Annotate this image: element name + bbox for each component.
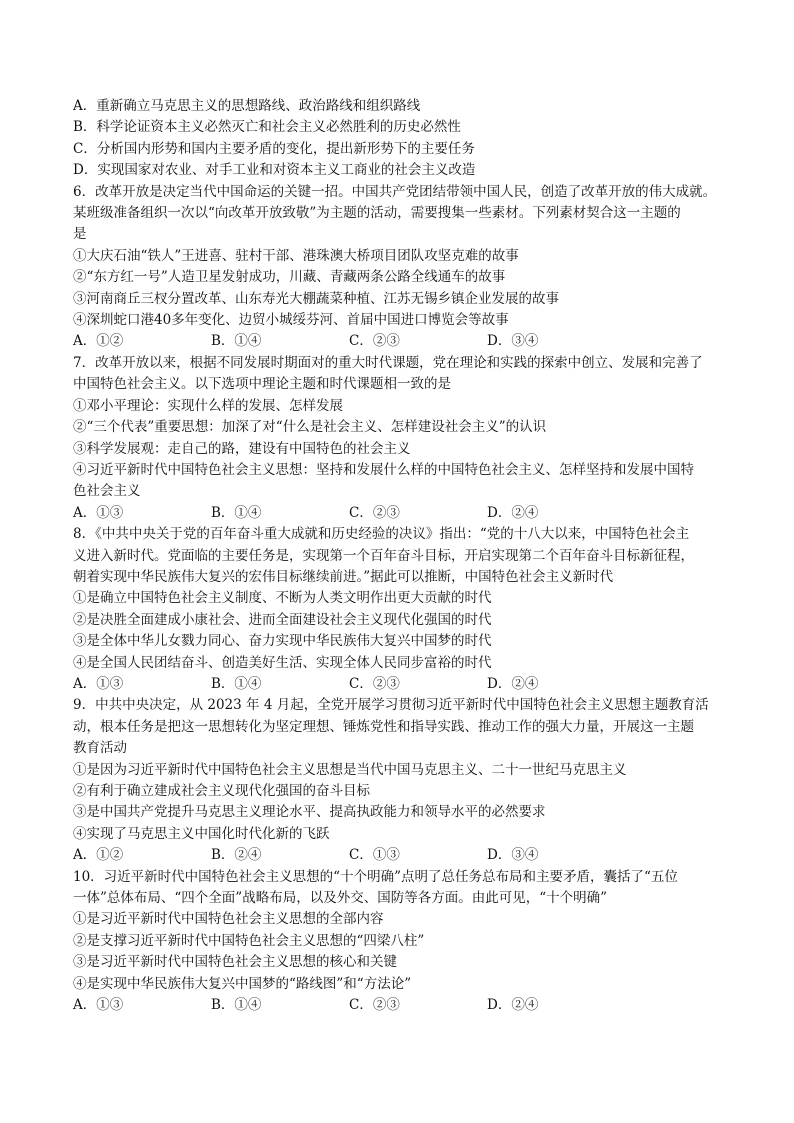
statement-item: ③是全体中华儿女戮力同心、奋力实现中华民族伟大复兴中国梦的时代 [73,633,492,650]
question-stem-line: 10．习近平新时代中国特色社会主义思想的“十个明确”点明了总任务总布局和主要矛盾，囊括了“五位 [73,868,678,885]
statement-item: ④习近平新时代中国特色社会主义思想：坚持和发展什么样的中国特色社会主义、怎样坚持和发展中国特 [73,461,694,478]
statement-item: ③是习近平新时代中国特色社会主义思想的核心和关键 [73,954,397,971]
question-stem-line: 教育活动 [73,740,127,757]
answer-option-a: A．①② [73,333,124,350]
statement-item: ①是因为习近平新时代中国特色社会主义思想是当代中国马克思主义、二十一世纪马克思主义 [73,761,627,778]
question-stem-line: 中国特色社会主义。以下选项中理论主题和时代课题相一致的是 [73,376,451,393]
answer-option-c: C．②③ [349,504,400,521]
answer-option-b: B．①④ [211,504,262,521]
statement-item: ①是确立中国特色社会主义制度、不断为人类文明作出更大贡献的时代 [73,590,492,607]
question-stem-line: 义进入新时代。党面临的主要任务是，实现第一个百年奋斗目标，开启实现第二个百年奋斗目标新征程， [73,547,694,564]
question-stem-line: 某班级准备组织一次以“向改革开放致敬”为主题的活动，需要搜集一些素材。下列素材契合这一主题的 [73,205,681,222]
answer-option-a: A．①③ [73,675,124,692]
option-d: D．实现国家对农业、对手工业和对资本主义工商业的社会主义改造 [73,162,476,179]
question-stem-line: 一体”总体布局、“四个全面”战略布局，以及外交、国防等各方面。由此可见，“十个明确” [73,890,608,907]
answer-option-b: B．①④ [211,997,262,1014]
question-stem-line: 朝着实现中华民族伟大复兴的宏伟目标继续前进。”据此可以推断，中国特色社会主义新时代 [73,568,614,585]
question-7 [73,353,733,524]
answer-option-a: A．①② [73,847,124,864]
answer-option-a: A．①③ [73,997,124,1014]
answer-option-b: B．②④ [211,847,262,864]
statement-item: ②“东方红一号”人造卫星发射成功，川藏、青藏两条公路全线通车的故事 [73,269,506,286]
answer-options [73,674,733,695]
answer-options [73,845,733,866]
answer-option-c: C．②③ [349,333,400,350]
statement-item: ②是支撑习近平新时代中国特色社会主义思想的“四梁八柱” [73,932,425,949]
answer-option-d: D．③④ [487,333,539,350]
answer-options [73,331,733,352]
exam-page [73,96,733,1016]
question-6 [73,182,733,353]
statement-item: ④是实现中华民族伟大复兴中国梦的“路线图”和“方法论” [73,975,412,992]
question-stem-line: 9．中共中央决定，从 2023 年 4 月起，全党开展学习贯彻习近平新时代中国特色社会主义思想主题教育活 [73,697,709,714]
answer-option-c: C．①③ [349,847,400,864]
question-10 [73,867,733,1017]
statement-item: ①是习近平新时代中国特色社会主义思想的全部内容 [73,911,384,928]
question-stem-line: 动，根本任务是把这一思想转化为坚定理想、锤炼党性和指导实践、推动工作的强大力量，开展这一主题 [73,718,694,735]
question-stem-line: 8．《中共中央关于党的百年奋斗重大成就和历史经验的决议》指出：“党的十八大以来，中国特色社会主 [73,526,690,543]
option-a: A．重新确立马克思主义的思想路线、政治路线和组织路线 [73,98,421,114]
statement-item: ②是决胜全面建成小康社会、进而全面建设社会主义现代化强国的时代 [73,611,492,628]
option-b: B．科学论证资本主义必然灭亡和社会主义必然胜利的历史必然性 [73,119,461,136]
question-5-options [73,96,733,182]
statement-item: 色社会主义 [73,483,141,500]
answer-option-d: D．③④ [487,847,539,864]
answer-option-c: C．②③ [349,675,400,692]
answer-option-a: A．①③ [73,504,124,521]
answer-option-b: B．①④ [211,333,262,350]
question-stem-line: 7．改革开放以来，根据不同发展时期面对的重大时代课题，党在理论和实践的探索中创立、发展和完善了 [73,354,703,371]
answer-option-d: D．②④ [487,504,539,521]
question-stem-line: 是 [73,226,87,243]
statement-item: ②有利于确立建成社会主义现代化强国的奋斗目标 [73,783,370,799]
statement-item: ①邓小平理论：实现什么样的发展、怎样发展 [73,397,343,414]
question-8 [73,524,733,695]
statement-item: ④深圳蛇口港40多年变化、边贸小城绥芬河、首届中国进口博览会等故事 [73,312,509,329]
answer-option-c: C．②③ [349,997,400,1014]
answer-option-d: D．②④ [487,997,539,1014]
statement-item: ②“三个代表”重要思想：加深了对“什么是社会主义、怎样建设社会主义”的认识 [73,419,547,436]
question-stem-line: 6．改革开放是决定当代中国命运的关键一招。中国共产党团结带领中国人民，创造了改革开放的伟大成就。 [73,183,717,200]
question-9 [73,695,733,866]
statement-item: ③河南商丘三杈分置改革、山东寿光大棚蔬菜种植、江苏无锡乡镇企业发展的故事 [73,290,559,307]
statement-item: ③科学发展观：走自己的路，建设有中国特色的社会主义 [73,440,411,457]
statement-item: ④实现了马克思主义中国化时代化新的飞跃 [73,825,330,842]
option-c: C．分析国内形势和国内主要矛盾的变化，提出新形势下的主要任务 [73,140,475,157]
answer-options [73,503,733,524]
statement-item: ④是全国人民团结奋斗、创造美好生活、实现全体人民同步富裕的时代 [73,654,492,671]
statement-item: ①大庆石油“铁人”王进喜、驻村干部、港珠澳大桥项目团队攻坚克难的故事 [73,247,519,264]
answer-option-d: D．②④ [487,675,539,692]
statement-item: ③是中国共产党提升马克思主义理论水平、提高执政能力和领导水平的必然要求 [73,804,546,821]
answer-option-b: B．①④ [211,675,262,692]
answer-options [73,995,733,1016]
